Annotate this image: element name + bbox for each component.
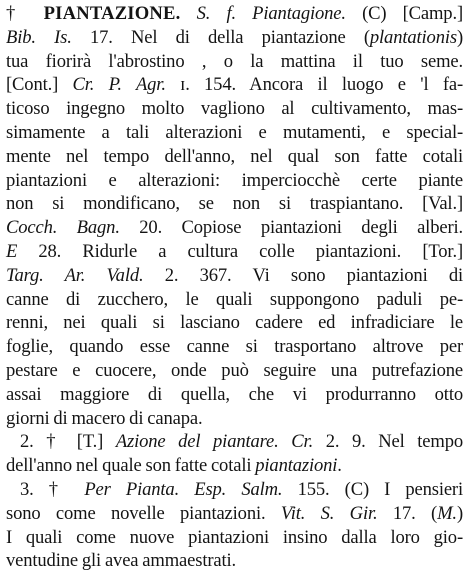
source-citation: Cr. P. Agr. — [72, 74, 166, 96]
entry-line-14: renni, nei quali si lasciano cadere ed infradiciare le — [6, 312, 463, 334]
entry-line-13: canne di zucchero, le quali suppongono paduli pe- — [6, 288, 463, 310]
sense-number: 2. † [T.] — [20, 431, 116, 453]
sense-number: 3. † — [20, 478, 85, 500]
entry-line-6: simamente a tali alterazioni e mutamenti, e special- — [6, 121, 463, 143]
entry-line-1: † PIANTAZIONE. S. f. Piantagione. (C) [Camp.] — [6, 3, 463, 24]
headword: PIANTAZIONE. — [43, 3, 181, 24]
entry-line-11: E 28. Ridurle a cultura colle piantazioni. [Tor.] — [6, 240, 463, 262]
entry-line-3: tua fiorirà l'abrostino , o la mattina il tuo seme. — [6, 50, 463, 72]
source-citation: Cocch. Bagn. — [6, 217, 120, 239]
entry-line-10: Cocch. Bagn. 20. Copiose piantazioni degli alberi. — [6, 217, 464, 239]
entry-line-18: giorni di macero di canapa. — [6, 407, 203, 429]
source-citation: Bib. Is. — [6, 26, 72, 48]
sense-definition: Azione del piantare. — [115, 431, 279, 453]
source-citation: Targ. Ar. Vald. — [6, 264, 144, 286]
sense-definition: Per Pianta. — [84, 478, 180, 500]
sense-2-line-2: dell'anno nel quale son fatte cotali piantazioni. — [6, 455, 342, 477]
source-citation: M. — [437, 502, 457, 524]
entry-line-12: Targ. Ar. Vald. 2. 367. Vi sono piantazioni di — [6, 264, 463, 286]
sense-3-line-1: 3. † Per Pianta. Esp. Salm. 155. (C) I pensieri — [20, 478, 463, 500]
sense-3-line-2: sono come novelle piantazioni. Vit. S. Gir. 17. (M.) — [6, 502, 463, 524]
source-citation: Cr. — [291, 431, 314, 453]
source-citation: Vit. S. Gir. — [280, 502, 378, 524]
entry-line-9: non si mondificano, se non si traspiantano. [Val.] — [6, 193, 463, 215]
latin-term: plantationis — [369, 26, 457, 48]
entry-line-5: ticoso ingegno molto vagliono al cultivamento, mas- — [6, 98, 463, 120]
entry-line-15: foglie, quando esse canne si trasportano altrove per — [6, 336, 463, 358]
sense-3-line-3: I quali come nuove piantazioni insino dalla loro gio- — [6, 526, 463, 548]
sense-2-line-1: 2. † [T.] Azione del piantare. Cr. 2. 9. Nel tempo — [20, 431, 463, 453]
emphasized-term: piantazioni — [255, 455, 338, 477]
entry-line-2: Bib. Is. 17. Nel di della piantazione (plantationis) — [6, 26, 463, 48]
variant-form: Piantagione. — [252, 3, 346, 24]
source-citation: E — [6, 240, 18, 262]
entry-line-4: [Cont.] Cr. P. Agr. ɪ. 154. Ancora il luogo e 'l fa- — [6, 74, 464, 96]
sense-3-line-4: ventudine gli avea ammaestrati. — [6, 550, 237, 572]
entry-line-8: piantazioni e alterazioni: imperciocchè certe piante — [6, 169, 463, 191]
entry-line-16: pestare e cuocere, onde può seguire una putrefazione — [6, 359, 463, 381]
entry-line-17: assai maggiore di quella, che vi produrranno otto — [6, 383, 463, 405]
entry-line-7: mente nel tempo dell'anno, nel qual son fatte cotali — [6, 145, 463, 167]
grammar-label: S. f. — [196, 3, 236, 24]
source-citation: Esp. Salm. — [194, 478, 283, 500]
